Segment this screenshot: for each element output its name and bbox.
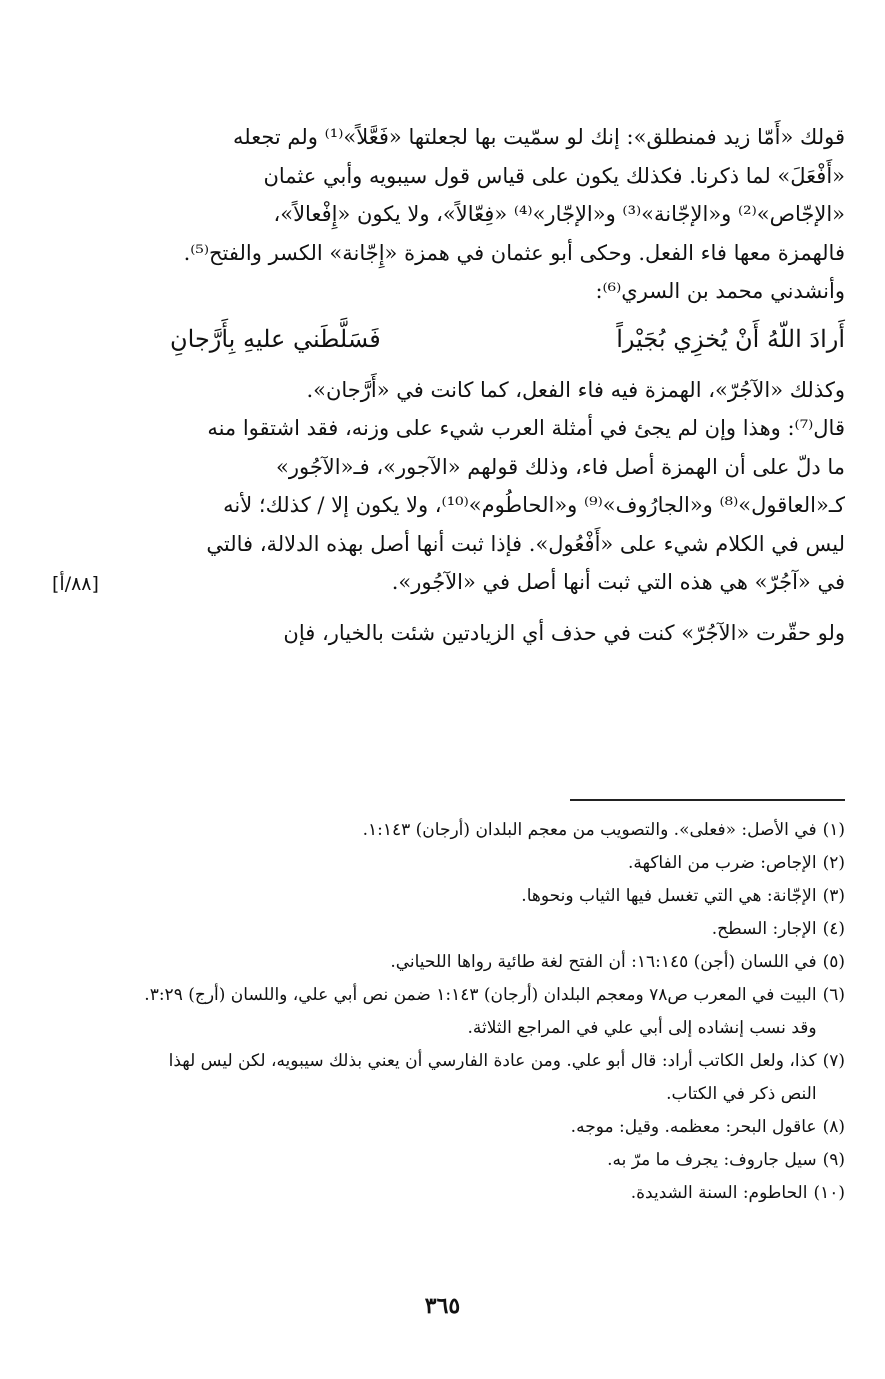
footnotes (140, 814, 845, 1210)
text-line: وكذلك «الآجُرّ»، الهمزة فيه فاء الفعل، كما كانت في «أَرَّجان». (306, 377, 845, 402)
text-line: ولو حقّرت «الآجُرّ» كنت في حذف أي الزيادتين شئت بالخيار، فإن (283, 620, 845, 645)
text-line: ما دلّ على أن الهمزة أصل فاء، وذلك قولهم «الآجور»، فـ«الآجُور» (275, 454, 845, 479)
text-line: وأنشدني محمد بن السري⁽⁶⁾: (595, 279, 845, 303)
text-line: ليس في الكلام شيء على «أَفْعُول». فإذا ثبت أنها أصل بهذه الدلالة، فالتي (206, 531, 845, 556)
footnote-item (140, 979, 845, 1045)
footnote-separator (570, 799, 845, 801)
manuscript-folio-reference: [٨٨/أ] (52, 573, 99, 595)
footnote-item (140, 1177, 845, 1210)
text-line: قال⁽⁷⁾: وهذا وإن لم يجئ في أمثلة العرب شيء على وزنه، فقد اشتقوا منه (207, 416, 845, 440)
footnote-item (140, 1144, 845, 1177)
paragraph-1 (140, 118, 845, 311)
footnote-number: (٤) (822, 919, 845, 939)
footnote-text: في الأصل: «فعلى». والتصويب من معجم البلدان (أرجان) ١:١٤٣. (362, 820, 817, 840)
footnote-number: (٣) (822, 886, 845, 906)
footnote-text: في اللسان (أجن) ١٦:١٤٥: أن الفتح لغة طائية رواها اللحياني. (390, 952, 817, 972)
footnote-text: الإجاص: ضرب من الفاكهة. (627, 853, 817, 873)
footnote-item (140, 814, 845, 847)
footnote-text: كذا، ولعل الكاتب أراد: قال أبو علي. ومن عادة الفارسي أن يعني بذلك سيبويه، لكن ليس لهذا النص ذكر في الكتاب. (168, 1051, 817, 1104)
poem-first-hemistich: أَرادَ اللّهُ أَنْ يُخزِي بُجَيْراً (616, 324, 845, 353)
footnote-text: البيت في المعرب ص٧٨ ومعجم البلدان (أرجان) ١:١٤٣ ضمن نص أبي علي، واللسان (أرج) ٣:٢٩. وقد نسب إنشاده إلى أبي علي في المراجع الثلاثة. (144, 985, 817, 1038)
footnote-number: (٩) (822, 1150, 845, 1170)
footnote-text: الإجّانة: هي التي تغسل فيها الثياب ونحوها. (521, 886, 817, 906)
text-line: فالهمزة معها فاء الفعل. وحكى أبو عثمان في همزة «إِجّانة» الكسر والفتح⁽⁵⁾. (183, 240, 845, 265)
poem-verse (140, 315, 845, 363)
footnote-item (140, 1045, 845, 1111)
text-line: في «آجُرّ» هي هذه التي ثبت أنها أصل في «الآجُور». (391, 570, 845, 594)
footnote-text: الإجار: السطح. (711, 919, 817, 939)
paragraph-2 (140, 371, 845, 602)
footnote-text: الحاطوم: السنة الشديدة. (630, 1183, 808, 1203)
text-line: «أَفْعَلَ» لما ذكرنا. فكذلك يكون على قياس قول سيبويه وأبي عثمان (263, 163, 845, 188)
main-text (140, 118, 845, 652)
text-line: كـ«العاقول»⁽⁸⁾ و«الجارُوف»⁽⁹⁾ و«الحاطُوم»⁽¹⁰⁾، ولا يكون إلا / كذلك؛ لأنه (223, 493, 845, 517)
footnote-item (140, 880, 845, 913)
footnote-number: (٨) (822, 1117, 845, 1137)
footnote-item (140, 913, 845, 946)
footnote-number: (٧) (822, 1051, 845, 1071)
footnote-number: (٦) (822, 985, 845, 1005)
footnote-text: عاقول البحر: معظمه. وقيل: موجه. (570, 1117, 817, 1137)
footnote-number: (١) (822, 820, 845, 840)
footnote-item (140, 1111, 845, 1144)
page-number: ٣٦٥ (424, 1293, 461, 1319)
footnote-item (140, 946, 845, 979)
paragraph-3 (140, 614, 845, 653)
text-line: قولك «أَمّا زيد فمنطلق»: إنك لو سمّيت بها لجعلتها «فَعَّلاً»⁽¹⁾ ولم تجعله (233, 125, 845, 149)
footnote-item (140, 847, 845, 880)
text-line: «الإجّاص»⁽²⁾ و«الإجّانة»⁽³⁾ و«الإجّار»⁽⁴⁾ «فِعّالاً»، ولا يكون «إِفْعالاً»، (273, 202, 845, 226)
poem-second-hemistich: فَسَلَّطَني عليهِ بِأَرَّجانِ (170, 324, 381, 353)
footnote-number: (٢) (822, 853, 845, 873)
footnote-number: (٥) (822, 952, 845, 972)
footnote-text: سيل جاروف: يجرف ما مرّ به. (607, 1150, 817, 1170)
footnote-number: (١٠) (813, 1183, 845, 1203)
